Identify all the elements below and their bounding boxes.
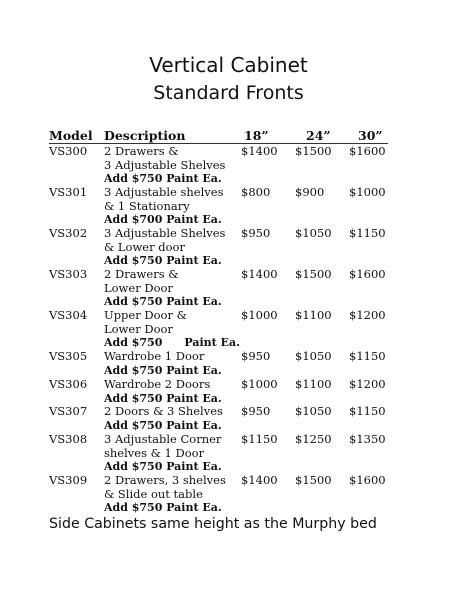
price-30: $1150 xyxy=(349,404,386,418)
paint-note: Add $750 Paint Ea. xyxy=(104,501,222,514)
price-24: $1050 xyxy=(295,226,332,240)
price-24: $1050 xyxy=(295,404,332,418)
header-description: Description xyxy=(104,128,186,143)
description-line: 3 Adjustable Corner xyxy=(104,432,222,446)
row-model: VS301 xyxy=(49,185,88,199)
row-description xyxy=(104,378,222,405)
price-30: $1150 xyxy=(349,226,386,240)
price-30: $1150 xyxy=(349,349,386,363)
description-line: 2 Drawers & xyxy=(104,144,179,158)
description-line: shelves & 1 Door xyxy=(104,445,205,460)
price-18: $950 xyxy=(241,226,271,240)
paint-note: Add $750 Paint Ea. xyxy=(104,418,222,432)
price-30: $1600 xyxy=(349,144,386,158)
page-title: Vertical Cabinet xyxy=(149,53,308,77)
description-line: & Slide out table xyxy=(104,486,203,501)
paint-note-suffix: Paint Ea. xyxy=(184,336,240,349)
price-24: $1500 xyxy=(295,267,332,281)
price-30: $1600 xyxy=(349,473,386,487)
table-header xyxy=(0,128,457,144)
price-24: $1100 xyxy=(295,377,332,391)
row-description xyxy=(104,474,226,515)
price-18: $800 xyxy=(241,185,271,199)
row-model: VS309 xyxy=(49,473,88,487)
header-size-24: 24” xyxy=(306,128,331,143)
row-description xyxy=(104,433,222,474)
price-18: $950 xyxy=(241,404,271,418)
price-24: $1100 xyxy=(295,308,332,322)
price-24: $1500 xyxy=(295,473,332,487)
price-18: $1000 xyxy=(241,377,278,391)
description-line: Wardrobe 2 Doors xyxy=(104,377,211,391)
price-18: $1400 xyxy=(241,267,278,281)
paint-note: Add $750 Paint Ea. xyxy=(104,363,222,377)
price-30: $1600 xyxy=(349,267,386,281)
price-24: $900 xyxy=(295,185,325,199)
row-description xyxy=(104,268,222,309)
price-30: $1000 xyxy=(349,185,386,199)
row-description xyxy=(104,309,240,350)
price-30: $1200 xyxy=(349,377,386,391)
price-24: $1250 xyxy=(295,432,332,446)
footer-note: Side Cabinets same height as the Murphy bed xyxy=(49,516,377,532)
row-description xyxy=(104,350,222,377)
price-18: $1400 xyxy=(241,144,278,158)
header-divider xyxy=(49,143,388,144)
paint-note: Add $750 Paint Ea. xyxy=(104,295,222,308)
description-line: & 1 Stationary xyxy=(104,198,190,213)
header-model: Model xyxy=(49,128,93,143)
row-description xyxy=(104,145,225,186)
header-size-30: 30” xyxy=(358,128,383,143)
row-model: VS307 xyxy=(49,404,88,418)
page-subtitle: Standard Fronts xyxy=(153,82,304,104)
row-model: VS302 xyxy=(49,226,88,240)
row-model: VS304 xyxy=(49,308,88,322)
description-line: 3 Adjustable Shelves xyxy=(104,226,226,240)
paint-note: Add $750 Paint Ea. xyxy=(104,172,222,185)
paint-note xyxy=(104,336,240,350)
row-model: VS305 xyxy=(49,349,88,363)
description-line: 2 Drawers, 3 shelves xyxy=(104,473,226,487)
price-24: $1500 xyxy=(295,144,332,158)
row-description xyxy=(104,405,223,432)
row-description xyxy=(104,186,224,227)
paint-note: Add $750 Paint Ea. xyxy=(104,254,222,267)
description-line: Lower Door xyxy=(104,321,173,336)
description-line: 2 Drawers & xyxy=(104,267,179,281)
price-24: $1050 xyxy=(295,349,332,363)
description-line: 2 Doors & 3 Shelves xyxy=(104,404,223,418)
row-model: VS300 xyxy=(49,144,88,158)
paint-note: Add $700 Paint Ea. xyxy=(104,213,222,226)
price-18: $950 xyxy=(241,349,271,363)
price-30: $1350 xyxy=(349,432,386,446)
price-30: $1200 xyxy=(349,308,386,322)
paint-note: Add $750 Paint Ea. xyxy=(104,391,222,405)
paint-note: Add $750 Paint Ea. xyxy=(104,460,222,473)
header-size-18: 18” xyxy=(244,128,269,143)
price-18: $1000 xyxy=(241,308,278,322)
description-line: & Lower door xyxy=(104,239,185,254)
row-model: VS306 xyxy=(49,377,88,391)
description-line: Upper Door & xyxy=(104,308,187,322)
row-model: VS303 xyxy=(49,267,88,281)
description-line: 3 Adjustable shelves xyxy=(104,185,224,199)
description-line: Lower Door xyxy=(104,280,173,295)
price-18: $1150 xyxy=(241,432,278,446)
row-description xyxy=(104,227,225,268)
description-line: 3 Adjustable Shelves xyxy=(104,157,226,172)
description-line: Wardrobe 1 Door xyxy=(104,349,205,363)
row-model: VS308 xyxy=(49,432,88,446)
paint-note-amount: Add $750 xyxy=(104,336,163,349)
price-18: $1400 xyxy=(241,473,278,487)
